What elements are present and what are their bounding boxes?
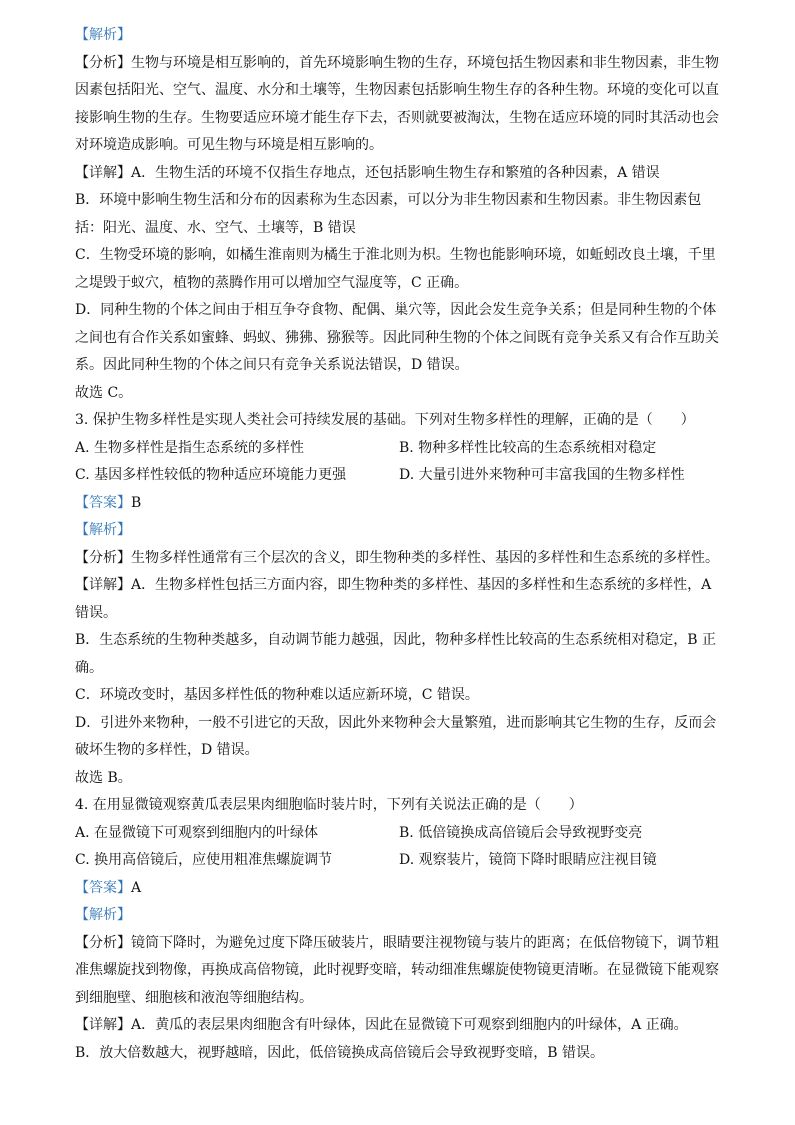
section-tag: 【解析】 [75, 907, 131, 923]
option-right: D. 大量引进外来物种可丰富我国的生物多样性 [399, 467, 685, 483]
text-line: 系。因此同种生物的个体之间只有竞争关系说法错误，D 错误。 [75, 357, 469, 373]
answer-options-row [75, 847, 723, 875]
text-line: 故选 C。 [75, 384, 133, 401]
text-line: B．生态系统的生物种类越多，自动调节能力越强，因此，物种多样性比较高的生态系统相对稳定，B 正 [75, 632, 717, 648]
text-line: 故选 B。 [75, 769, 132, 786]
text-line: 接影响生物的生存。生物要适应环境才能生存下去，否则就要被淘汰，生物在适应环境的同时其活动也会 [75, 109, 719, 126]
text-line: 4. 在用显微镜观察黄瓜表层果肉细胞临时装片时，下列有关说法正确的是（ ） [75, 797, 583, 813]
text-line: 破坏生物的多样性，D 错误。 [75, 742, 259, 758]
text-line: 错误。 [75, 604, 117, 621]
option-right: B. 低倍镜换成高倍镜后会导致视野变亮 [399, 824, 643, 841]
answer-tag: 【答案】 [75, 879, 131, 896]
answer-options-row [75, 820, 723, 848]
option-left: A. 在显微镜下可观察到细胞内的叶绿体 [75, 824, 319, 841]
text-line: D．同种生物的个体之间由于相互争夺食物、配偶、巢穴等，因此会发生竞争关系；但是同种生物的个体 [75, 302, 717, 318]
text-line: 准焦螺旋找到物像，再换成高倍物镜，此时视野变暗，转动细准焦螺旋使物镜更清晰。在显微镜下能观察 [75, 962, 719, 978]
answer-tag: 【答案】 [75, 494, 131, 511]
text-line: B．放大倍数越大，视野越暗，因此，低倍镜换成高倍镜后会导致视野变暗，B 错误。 [75, 1044, 605, 1061]
text-line: 因素包括阳光、空气、温度、水分和土壤等，生物因素包括影响生物生存的各种生物。环境的变化可以直 [75, 82, 719, 98]
text-line: C．生物受环境的影响，如橘生淮南则为橘生于淮北则为枳。生物也能影响环境，如蚯蚓改良土壤，千里 [75, 247, 716, 263]
text-line: 对环境造成影响。可见生物与环境是相互影响的。 [75, 137, 383, 153]
text-line: 之堤毁于蚁穴，植物的蒸腾作用可以增加空气湿度等，C 正确。 [75, 274, 469, 291]
text-line: 括：阳光、温度、水、空气、土壤等，B 错误 [75, 219, 356, 236]
answer-line [75, 490, 723, 518]
answer-value: A [131, 879, 142, 896]
text-line: 到细胞壁、细胞核和液泡等细胞结构。 [75, 989, 313, 1006]
text-line: D．引进外来物种，一般不引进它的天敌，因此外来物种会大量繁殖，进而影响其它生物的生存，反而会 [75, 714, 717, 731]
text-line: 之间也有合作关系如蜜蜂、蚂蚁、狒狒、猕猴等。因此同种生物的个体之间既有竞争关系又有合作互助关 [75, 329, 719, 346]
text-line: 【分析】镜筒下降时，为避免过度下降压破装片，眼睛要注视物镜与装片的距离；在低倍物镜下，调节粗 [75, 934, 719, 951]
text-line: B．环境中影响生物生活和分布的因素称为生态因素，可以分为非生物因素和生物因素。非生物因素包 [75, 192, 702, 208]
text-line: 确。 [75, 659, 103, 676]
option-right: D. 观察装片，镜筒下降时眼睛应注视目镜 [399, 852, 657, 868]
option-right: B. 物种多样性比较高的生态系统相对稳定 [399, 439, 657, 456]
section-tag: 【解析】 [75, 27, 131, 43]
option-left: C. 基因多样性较低的物种适应环境能力更强 [75, 467, 347, 483]
section-tag: 【解析】 [75, 522, 131, 538]
option-left: C. 换用高倍镜后，应使用粗准焦螺旋调节 [75, 852, 333, 868]
answer-options-row [75, 462, 723, 490]
text-line: 【详解】A．生物生活的环境不仅指生存地点，还包括影响生物生存和繁殖的各种因素，A 错误 [75, 164, 660, 181]
document-page [75, 22, 723, 1067]
answer-options-row [75, 435, 723, 463]
text-line: 【分析】生物与环境是相互影响的，首先环境影响生物的生存，环境包括生物因素和非生物因素，非生物 [75, 54, 719, 71]
text-line: 3. 保护生物多样性是实现人类社会可持续发展的基础。下列对生物多样性的理解，正确的是（ ） [75, 412, 695, 428]
answer-value: B [131, 494, 142, 511]
text-line: 【分析】生物多样性通常有三个层次的含义，即生物种类的多样性、基因的多样性和生态系统的多样性。 [75, 549, 719, 566]
option-left: A. 生物多样性是指生态系统的多样性 [75, 439, 305, 456]
answer-line [75, 875, 723, 903]
text-line: C．环境改变时，基因多样性低的物种难以适应新环境，C 错误。 [75, 687, 479, 703]
text-line: 【详解】A．黄瓜的表层果肉细胞含有叶绿体，因此在显微镜下可观察到细胞内的叶绿体，A 正确。 [75, 1017, 688, 1033]
text-line: 【详解】A．生物多样性包括三方面内容，即生物种类的多样性、基因的多样性和生态系统的多样性，A [75, 577, 712, 593]
